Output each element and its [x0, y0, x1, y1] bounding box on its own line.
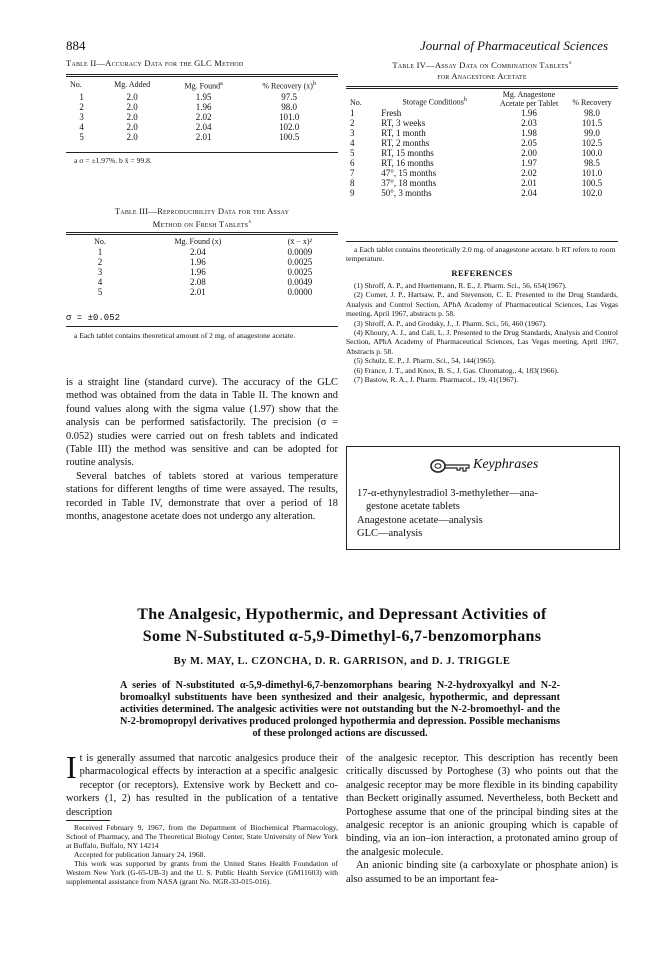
table4-cell: 9 [350, 188, 355, 198]
footnote-item: This work was supported by grants from the United States Health Foundation of Western New York (G-65-UB-3) and the U. S. Public Health Service (GM11603) with supplemental assistance from NASA (grant No. NGR-33-015-016). [66, 859, 338, 886]
table4-row [346, 188, 618, 198]
table4-cell: 102.5 [581, 138, 603, 148]
table2-row [66, 92, 338, 102]
table2-cell: 2.0 [126, 121, 138, 132]
footnote-separator [66, 820, 110, 821]
table4-cell: 1.97 [521, 158, 537, 168]
table3-cell: 2.01 [190, 287, 206, 297]
intro-right-p2: An anionic binding site (a carboxylate or phosphate anion) is also assumed to be an important fea- [346, 860, 618, 885]
keyphrase-2: Anagestone acetate—analysis [357, 515, 483, 526]
references-heading: REFERENCES [451, 268, 513, 278]
table4-cell: 2.04 [521, 188, 537, 198]
table4-cell: 50°, 3 months [381, 188, 432, 198]
table3-row [66, 277, 338, 287]
reference-item: (3) Shroff, A. P., and Grodsky, J., J. Pharm. Sci., 56, 460 (1967). [354, 318, 547, 328]
table4-row [346, 148, 618, 158]
table4-cell: 7 [350, 168, 355, 178]
reference-item: (5) Schulz, E. P., J. Pharm. Sci., 54, 144(1965). [354, 356, 496, 366]
reference-item: (7) Bastow, R. A., J. Pharm. Pharmacol., 19, 41(1967). [354, 375, 519, 385]
table4-cell: 4 [350, 138, 355, 148]
table4-cell: RT, 2 months [381, 138, 430, 148]
table2-footnote: a σ = ±1.97%. b x̄ = 99.8. [74, 156, 152, 165]
table2-bottom-rule [66, 152, 338, 153]
table3-cell: 2.08 [190, 277, 206, 287]
table4-cell: Fresh [381, 108, 402, 118]
table2-top-rule [66, 74, 338, 77]
table2-cell: 101.0 [279, 111, 300, 122]
table2-header-found: Mg. Found$^a$ [184, 81, 223, 91]
table4-cell: 6 [350, 158, 355, 168]
reference-item: (1) Shroff, A. P., and Huettemann, R. E., J. Pharm. Sci., 56, 654(1967). [354, 281, 567, 290]
table2-row [66, 112, 338, 122]
reference-item: (2) Comer, J. P., Hartsaw, P., and Stevenson, C. E. Presented to the Drug Standards, Analysis and Control Section, APhA Academy of Pharmaceutical Sciences, Las Vegas meeting, April 1967, abstracts p. 58. [346, 290, 618, 319]
reference-item: (6) France, J. T., and Knox, B. S., J. Gas. Chromatog., 4, 183(1966). [354, 365, 559, 375]
table4-cell: 47°, 15 months [381, 168, 437, 178]
table2-cell: 2.0 [126, 91, 138, 102]
intro-right-column [346, 752, 618, 886]
table3-cell: 0.0009 [287, 247, 313, 257]
intro-dropcap: I [66, 749, 77, 785]
table4-cell: 101.0 [581, 168, 603, 178]
table3-cell: 2.04 [190, 247, 206, 257]
table3-cell: 1 [97, 247, 103, 257]
references-list [346, 281, 618, 384]
table4-cell: RT, 3 weeks [381, 118, 426, 128]
table3-header-found: Mg. Found (x) [174, 237, 222, 246]
table4-header-mg: Mg. Anagestone Acetate per Tablet [499, 90, 559, 108]
table4-caption: Table IV—Assay Data on Combination Tablets$^a$ for Anagestone Acetate [392, 59, 572, 81]
table4-cell: 1 [350, 108, 355, 118]
journal-title: Journal of Pharmaceutical Sciences [420, 38, 609, 53]
table2-header-no: No. [70, 80, 82, 90]
table2-cell: 97.5 [281, 91, 298, 102]
left-body-text [66, 376, 338, 523]
article-title-line1: The Analgesic, Hypothermic, and Depressant Activities of [137, 606, 547, 623]
article-abstract: A series of N-substituted α-5,9-dimethyl-6,7-benzomorphans bearing N-2-hydroxyalkyl and N-2-bromoalkyl substituents have been synthesized and their analgesic, hypothermic, and depressant activities determined. The analgesic activities were not outstanding but the N-2-bromoethyl- and the N-2-bromopropyl derivatives produced prolonged hypothermia and depression. Possible mechanisms of these prolonged actions are discussed. [120, 680, 560, 739]
table2-header-recovery: % Recovery $(x)^b$ [262, 81, 316, 91]
table4-row [346, 158, 618, 168]
table3-header-dev: (x̄ − x)² [287, 237, 312, 246]
table2-cell: 2.04 [195, 121, 212, 132]
table4-header-no: No. [350, 98, 362, 107]
page-number: 884 [66, 38, 86, 53]
table4-cell: 1.96 [521, 108, 537, 118]
table4-cell: 8 [350, 178, 355, 188]
table3-bottom-rule [66, 326, 338, 327]
table4-top-rule [346, 86, 618, 89]
table3-caption: Table III—Reproducibility Data for the Assay Method on Fresh Tablets$^a$ [114, 206, 290, 229]
table4-row [346, 138, 618, 148]
table2-cell: 98.0 [281, 101, 298, 112]
table3-cell: 0.0049 [287, 277, 313, 287]
table4-cell: 102.0 [581, 188, 603, 198]
table2-row [66, 132, 338, 142]
table4-header-recovery: % Recovery [572, 98, 612, 107]
table2-row [66, 102, 338, 112]
table4-footnote: a Each tablet contains theoretically 2.0 mg. of anagestone acetate. b RT refers to room temperature. [346, 245, 616, 263]
table3-cell: 4 [97, 277, 103, 287]
table2-cell: 2.0 [126, 101, 138, 112]
table2-cell: 2.0 [126, 131, 138, 142]
left-body-p1: is a straight line (standard curve). The accuracy of the GLC method was obtained from the data in Table II. The known and found values along with the sigma value (1.97) show that the analysis can be performed satisfactorily. The precision (σ = 0.052) studies were carried out on fresh tablets and indicated (Table III) the method was sensitive and can be adopted for routine analysis. [66, 377, 338, 469]
table2-cell: 2.01 [195, 131, 212, 142]
key-icon [429, 457, 471, 475]
left-body-p2: Several batches of tablets stored at various temperature stations for different lengths of time were assayed. The results, recorded in Table IV, demonstrate that over a period of 18 months, anagestone acetate does not undergo any alteration. [66, 470, 338, 523]
table4-cell: 5 [350, 148, 355, 158]
table2-cell: 102.0 [279, 121, 300, 132]
table2 [66, 79, 338, 142]
table3-cell: 1.96 [190, 267, 206, 277]
table4-cell: 101.5 [581, 118, 603, 128]
table3-sigma: σ = ±0.052 [66, 313, 121, 323]
keyphrase-1: 17-α-ethynylestradiol 3-methylether—ana- [357, 488, 538, 499]
table2-row [66, 122, 338, 132]
table4-cell: 1.98 [521, 128, 537, 138]
table4-bottom-rule [346, 241, 618, 242]
article-footnotes [66, 823, 338, 886]
table4-cell: 2.03 [521, 118, 537, 128]
table3-row [66, 257, 338, 267]
intro-right-p1: of the analgesic receptor. This description has recently been critically discussed by Portoghese (3) who points out that the analgesic receptor may be more flexible in its binding capability than Beckett originally assumed. Nevertheless, both Beckett and Portoghese assume that one of the principal binding sites at the analgesic receptor is an anionic grouping which is capable of binding, via an ion–ion interaction, a protonated amino group of the analgesic molecule. [346, 753, 618, 858]
table4-cell: 98.5 [584, 158, 600, 168]
table4-cell: RT, 15 months [381, 148, 434, 158]
table4-row [346, 178, 618, 188]
table4-cell: RT, 16 months [381, 158, 434, 168]
table3-top-rule [66, 232, 338, 235]
intro-left-column [66, 749, 338, 819]
table2-cell: 1.95 [195, 91, 212, 102]
table4-cell: 100.5 [581, 178, 603, 188]
table3-cell: 2 [97, 257, 103, 267]
table3-row [66, 267, 338, 277]
table4-cell: 2.02 [521, 168, 537, 178]
table4-row [346, 168, 618, 178]
table2-cell: 1.96 [195, 101, 212, 112]
table4-cell: 2.00 [521, 148, 537, 158]
table3-cell: 0.0025 [287, 267, 313, 277]
table4-cell: 3 [350, 128, 355, 138]
table2-cell: 2 [79, 101, 84, 112]
table2-cell: 1 [79, 91, 84, 102]
table4-row [346, 108, 618, 118]
table4-row [346, 118, 618, 128]
table2-header-added: Mg. Added [114, 80, 151, 90]
intro-left-text: t is generally assumed that narcotic analgesics produce their pharmacological effects by interaction at a specific analgesic receptor (or receptors). Extensive work by Beckett and co-workers (1, 2) has resulted in the publication of a tentative description [66, 753, 338, 818]
table4-cell: 37°, 18 months [381, 178, 437, 188]
table4-cell: RT, 1 month [381, 128, 426, 138]
table2-caption: Table II—Accuracy Data for the GLC Method [66, 58, 244, 68]
table3-cell: 5 [97, 287, 103, 297]
keyphrase-1-cont: gestone acetate tablets [366, 501, 460, 512]
keyphrases-title: Keyphrases [473, 457, 539, 472]
table3-row [66, 287, 338, 297]
table2-cell: 3 [79, 111, 84, 122]
table3-cell: 3 [97, 267, 103, 277]
table4-cell: 99.0 [584, 128, 600, 138]
table4-cell: 2.01 [521, 178, 537, 188]
article-title-line2: Some N-Substituted α-5,9-Dimethyl-6,7-benzomorphans [142, 628, 542, 645]
table2-cell: 4 [79, 121, 84, 132]
table3-cell: 1.96 [190, 257, 206, 267]
table2-cell: 100.5 [279, 131, 300, 142]
table4-cell: 98.0 [584, 108, 600, 118]
table3-footnote: a Each tablet contains theoretical amount of 2 mg. of anagestone acetate. [74, 331, 296, 340]
table4-cell: 100.0 [581, 148, 603, 158]
table4-header-storage: Storage Conditions$^b$ [402, 97, 467, 107]
table3-cell: 0.0025 [287, 257, 313, 267]
table3 [66, 237, 338, 297]
table2-cell: 2.02 [195, 111, 212, 122]
table3-cell: 0.0000 [287, 287, 313, 297]
table2-cell: 5 [79, 131, 84, 142]
table3-header-no: No. [94, 237, 106, 246]
table4-cell: 2 [350, 118, 355, 128]
table3-row [66, 247, 338, 257]
keyphrases-box [346, 446, 620, 550]
table4 [346, 90, 618, 198]
footnote-item: Received February 9, 1967, from the Department of Biochemical Pharmacology, School of Pharmacy, and The Theoretical Biology Center, State University of New York at Buffalo, Buffalo, NY 14214 [66, 823, 338, 850]
table4-row [346, 128, 618, 138]
table4-cell: 2.05 [521, 138, 537, 148]
table2-cell: 2.0 [126, 111, 138, 122]
reference-item: (4) Khoury, A. J., and Cali, L. J. Presented to the Drug Standards, Analysis and Control Section, APhA Academy of Pharmaceutical Sciences, Las Vegas meeting, April 1967, Abstracts p. 58. [346, 328, 618, 356]
article-authors: By M. MAY, L. CZONCHA, D. R. GARRISON, and D. J. TRIGGLE [173, 656, 511, 667]
keyphrase-3: GLC—analysis [357, 528, 423, 539]
footnote-item: Accepted for publication January 24, 1968. [74, 850, 206, 859]
